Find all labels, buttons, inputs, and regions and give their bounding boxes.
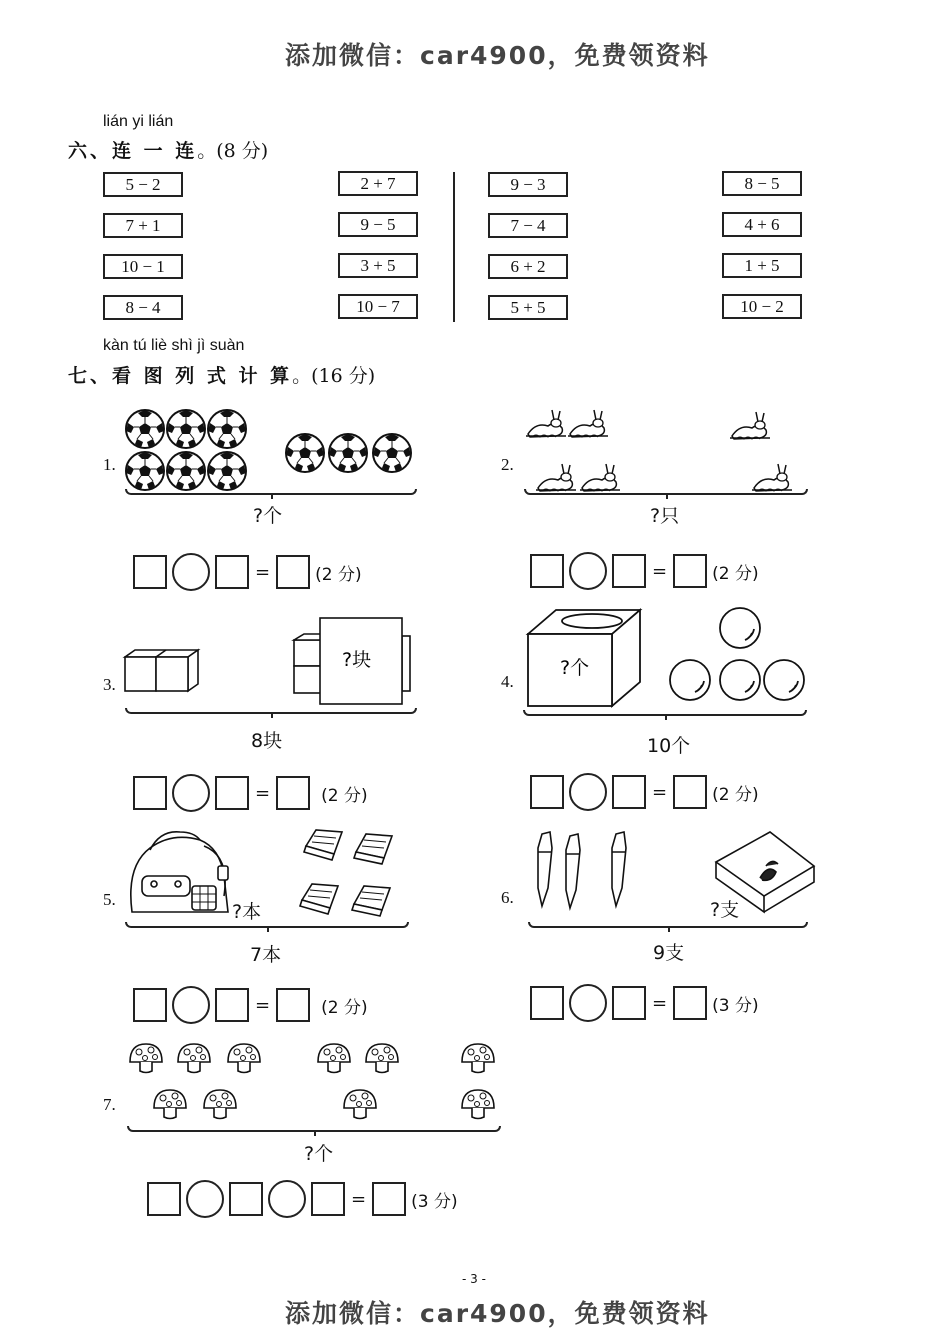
expression-box[interactable]: 7 + 1 xyxy=(103,213,183,238)
backpack-books-illustration xyxy=(120,826,420,921)
equals-sign: = xyxy=(255,561,271,583)
problem-number: 6. xyxy=(501,888,514,907)
answer-row xyxy=(530,773,759,811)
answer-box[interactable] xyxy=(530,554,564,588)
expression-box[interactable]: 8 − 5 xyxy=(722,171,802,196)
hidden-count-label: ?块 xyxy=(342,649,372,671)
total-label: 8块 xyxy=(251,730,283,752)
answer-box[interactable] xyxy=(673,554,707,588)
expression-box[interactable]: 9 − 3 xyxy=(488,172,568,197)
watermark-top: 添加微信：car4900，免费领资料 xyxy=(285,41,710,70)
problem-number: 4. xyxy=(501,672,514,691)
section7-title: 七、看 图 列 式 计 算 xyxy=(68,365,293,387)
section7-heading xyxy=(68,361,375,388)
hidden-count-label: ?支 xyxy=(710,899,740,921)
section7-points: 。(16 分) xyxy=(292,365,376,387)
match-col-3 xyxy=(488,172,568,320)
answer-box[interactable] xyxy=(673,775,707,809)
answer-row xyxy=(133,553,362,591)
answer-box[interactable] xyxy=(215,776,249,810)
brace xyxy=(528,922,808,928)
points-label: (2 分) xyxy=(315,564,362,585)
answer-box[interactable] xyxy=(215,988,249,1022)
section6-heading xyxy=(68,136,268,163)
operator-circle[interactable] xyxy=(172,774,210,812)
brace xyxy=(524,489,808,495)
equals-sign: = xyxy=(255,782,271,804)
points-label: (2 分) xyxy=(712,563,759,584)
answer-box[interactable] xyxy=(276,555,310,589)
answer-box[interactable] xyxy=(133,555,167,589)
answer-box[interactable] xyxy=(147,1182,181,1216)
operator-circle[interactable] xyxy=(569,773,607,811)
expression-box[interactable]: 5 + 5 xyxy=(488,295,568,320)
brace xyxy=(125,708,417,714)
total-label: ?个 xyxy=(304,1143,334,1165)
section6-title: 六、连 一 连 xyxy=(68,140,198,162)
expression-box[interactable]: 2 + 7 xyxy=(338,171,418,196)
expression-box[interactable]: 3 + 5 xyxy=(338,253,418,278)
blocks-illustration xyxy=(120,612,420,707)
match-col-4 xyxy=(722,171,802,319)
answer-box[interactable] xyxy=(229,1182,263,1216)
expression-box[interactable]: 6 + 2 xyxy=(488,254,568,279)
expression-box[interactable]: 7 − 4 xyxy=(488,213,568,238)
match-col-1 xyxy=(103,172,183,320)
brace xyxy=(125,922,409,928)
expression-box[interactable]: 8 − 4 xyxy=(103,295,183,320)
answer-box[interactable] xyxy=(673,986,707,1020)
watermark-bottom: 添加微信：car4900，免费领资料 xyxy=(285,1299,710,1328)
operator-circle[interactable] xyxy=(268,1180,306,1218)
answer-box[interactable] xyxy=(530,986,564,1020)
equals-sign: = xyxy=(351,1188,367,1210)
expression-box[interactable]: 9 − 5 xyxy=(338,212,418,237)
problem-number: 7. xyxy=(103,1095,116,1114)
answer-box[interactable] xyxy=(530,775,564,809)
mushrooms-illustration xyxy=(120,1038,510,1128)
soccer-balls-illustration xyxy=(120,405,420,495)
page-number: - 3 - xyxy=(462,1272,486,1286)
expression-box[interactable]: 1 + 5 xyxy=(722,253,802,278)
section6-pinyin: lián yi lián xyxy=(103,113,174,130)
answer-box[interactable] xyxy=(612,554,646,588)
problem-number: 3. xyxy=(103,675,116,694)
column-divider xyxy=(453,172,455,322)
expression-box[interactable]: 10 − 2 xyxy=(722,294,802,319)
points-label: (2 分) xyxy=(321,785,368,806)
expression-box[interactable]: 4 + 6 xyxy=(722,212,802,237)
points-label: (3 分) xyxy=(712,995,759,1016)
expression-box[interactable]: 10 − 1 xyxy=(103,254,183,279)
total-label: ?只 xyxy=(650,505,680,527)
rabbits-illustration xyxy=(520,402,810,497)
answer-row xyxy=(530,984,759,1022)
answer-row xyxy=(530,552,759,590)
answer-box[interactable] xyxy=(276,988,310,1022)
answer-box[interactable] xyxy=(133,988,167,1022)
answer-box[interactable] xyxy=(133,776,167,810)
total-label: 7本 xyxy=(250,944,282,966)
points-label: (3 分) xyxy=(411,1191,458,1212)
operator-circle[interactable] xyxy=(569,984,607,1022)
expression-box[interactable]: 10 − 7 xyxy=(338,294,418,319)
equals-sign: = xyxy=(652,781,668,803)
answer-box[interactable] xyxy=(311,1182,345,1216)
answer-box[interactable] xyxy=(276,776,310,810)
operator-circle[interactable] xyxy=(172,553,210,591)
operator-circle[interactable] xyxy=(186,1180,224,1218)
answer-box[interactable] xyxy=(372,1182,406,1216)
brace xyxy=(523,710,807,716)
answer-box[interactable] xyxy=(612,986,646,1020)
equals-sign: = xyxy=(652,992,668,1014)
points-label: (2 分) xyxy=(712,784,759,805)
problem-number: 5. xyxy=(103,890,116,909)
brace xyxy=(125,489,417,495)
answer-row xyxy=(133,774,368,812)
total-label: 9支 xyxy=(653,942,685,964)
box-and-balls-illustration xyxy=(520,604,815,714)
section7-pinyin: kàn tú liè shì jì suàn xyxy=(103,337,245,354)
problem-number: 1. xyxy=(103,455,116,474)
answer-row xyxy=(147,1180,458,1218)
pens-case-illustration xyxy=(520,826,820,926)
total-label: ?个 xyxy=(253,505,283,527)
operator-circle[interactable] xyxy=(172,986,210,1024)
match-col-2 xyxy=(338,171,418,319)
problem-number: 2. xyxy=(501,455,514,474)
total-label: 10个 xyxy=(647,735,691,757)
section6-points: 。(8 分) xyxy=(197,140,269,162)
answer-row xyxy=(133,986,368,1024)
answer-box[interactable] xyxy=(215,555,249,589)
brace xyxy=(127,1126,501,1132)
expression-box[interactable]: 5 − 2 xyxy=(103,172,183,197)
answer-box[interactable] xyxy=(612,775,646,809)
equals-sign: = xyxy=(652,560,668,582)
hidden-count-label: ?本 xyxy=(232,901,262,923)
hidden-count-label: ?个 xyxy=(560,657,590,679)
equals-sign: = xyxy=(255,994,271,1016)
operator-circle[interactable] xyxy=(569,552,607,590)
points-label: (2 分) xyxy=(321,997,368,1018)
